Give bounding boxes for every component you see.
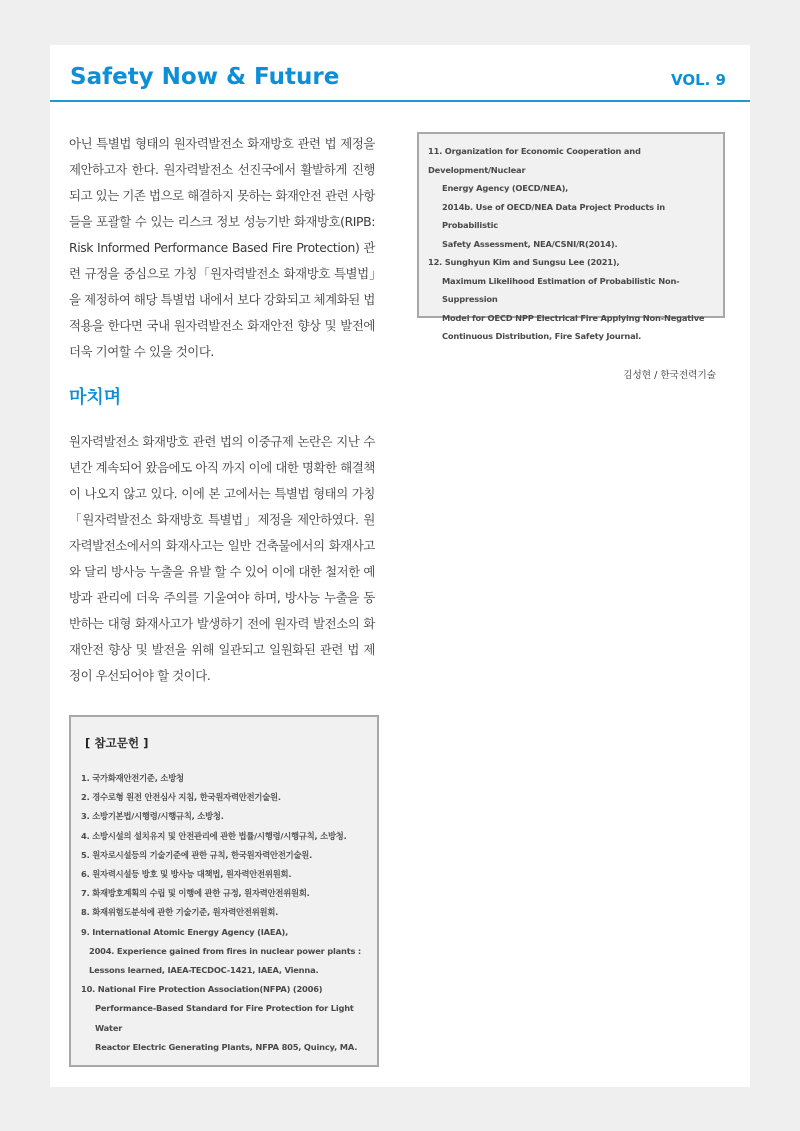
reference-line: 12. Sunghyun Kim and Sungsu Lee (2021), (428, 257, 620, 267)
reference-item (81, 769, 371, 788)
reference-item (81, 807, 371, 826)
reference-line: 7. 화재방호계획의 수립 및 이행에 관한 규정, 원자력안전위원회. (81, 888, 310, 899)
reference-line: 8. 화재위험도분석에 관한 기술기준, 원자력안전위원회. (81, 907, 279, 918)
body-paragraph-2: 원자력발전소 화재방호 관련 법의 이중규제 논란은 지난 수년간 계속되어 왔음에도 아직 까지 이에 대한 명확한 해결책이 나오지 않고 있다. 이에 본 고에서는 특별법 형태의 가칭「원자력발전소 화재방호 특별법」제정을 제안하였다. 원자력발전소에서의 화재사고는 일반 건축물에서의 화재사고 와 달리 방사능 누출을 유발 할 수 있어 이에 대한 철저한 예방과 관리에 더욱 주의를 기울여야 하며, 방사능 누출을 동반하는 대형 화재사고가 발생하기 전에 원자력 발전소의 화재안전 향상 및 발전을 위해 일관되고 일원화된 관련 법 제정이 우선되어야 할 것이다. (69, 434, 375, 683)
body-paragraph-1: 아닌 특별법 형태의 원자력발전소 화재방호 관련 법 제정을 제안하고자 한다. 원자력발전소 선진국에서 활발하게 진행되고 있는 기존 법으로 해결하지 못하는 화재안전 관련 사항들을 포괄할 수 있는 리스크 정보 성능기반 화재방호(RIPB: Risk Informed Performance Based Fire Protection) 관련 규정을 중심으로 가칭「원자력발전소 화재방호 특별법」을 제정하여 해당 특별법 내에서 보다 강화되고 체계화된 법적용을 한다면 국내 원자력발전소 화재안전 향상 및 발전에 더욱 기여할 수 있을 것이다. (69, 136, 375, 359)
volume-label: VOL. 9 (670, 71, 726, 89)
reference-line: 5. 원자로시설등의 기술기준에 관한 규칙, 한국원자력안전기술원. (81, 849, 313, 860)
references-title: [ 참고문헌 ] (85, 736, 149, 750)
reference-item (81, 980, 371, 1057)
references-list (81, 769, 371, 1057)
reference-line: Performance-Based Standard for Fire Protection for Light Water (95, 1003, 354, 1033)
references-box-continued (417, 132, 725, 341)
reference-line: Energy Agency (OECD/NEA), (442, 183, 569, 193)
reference-line: 4. 소방시설의 설치유지 및 안전관리에 관한 법률/시행령/시행규칙, 소방청. (81, 830, 347, 841)
reference-line: Maximum Likelihood Estimation of Probabilistic Non-Suppression (442, 275, 680, 304)
reference-item (81, 865, 371, 884)
reference-line: 2. 경수로형 원전 안전심사 지침, 한국원자력안전기술원. (81, 792, 281, 803)
reference-line: 9. International Atomic Energy Agency (IAEA), (81, 926, 289, 937)
reference-line: 2014b. Use of OECD/NEA Data Project Products in Probabilistic (442, 201, 665, 230)
reference-item (81, 827, 371, 846)
reference-item (81, 884, 371, 903)
reference-line: Model for OECD NPP Electrical Fire Applying Non-Negative (442, 312, 705, 323)
reference-line: 3. 소방기본법/시행령/시행규칙, 소방청. (81, 811, 224, 822)
reference-line: 1. 국가화재안전기준, 소방청 (81, 773, 184, 783)
header-divider (50, 100, 750, 102)
reference-line: Safety Assessment, NEA/CSNI/R(2014). (442, 238, 618, 249)
section-heading: 마치며 (69, 387, 122, 408)
reference-item (81, 846, 371, 865)
reference-line: 11. Organization for Economic Cooperation and Development/Nuclear (428, 146, 641, 175)
reference-item (81, 788, 371, 807)
reference-line: Lessons learned, IAEA-TECDOC-1421, IAEA, Vienna. (89, 965, 319, 976)
references-box (69, 715, 379, 1067)
reference-item (81, 923, 371, 981)
reference-item (428, 253, 717, 346)
reference-line: Continuous Distribution, Fire Safety Journal. (442, 331, 642, 341)
references-list-continued (428, 142, 717, 346)
reference-line: Reactor Electric Generating Plants, NFPA 805, Quincy, MA. (95, 1041, 358, 1052)
magazine-title: Safety Now & Future (70, 64, 340, 90)
reference-line: 10. National Fire Protection Association(NFPA) (2006) (81, 984, 323, 995)
author-credit: 김성현 / 한국전력기술 (623, 370, 716, 381)
reference-line: 2004. Experience gained from fires in nuclear power plants : (89, 945, 362, 956)
page (50, 45, 750, 1087)
reference-line: 6. 원자력시설등 방호 및 방사능 대책법, 원자력안전위원회. (81, 869, 292, 880)
reference-item (428, 142, 717, 253)
reference-item (81, 903, 371, 922)
